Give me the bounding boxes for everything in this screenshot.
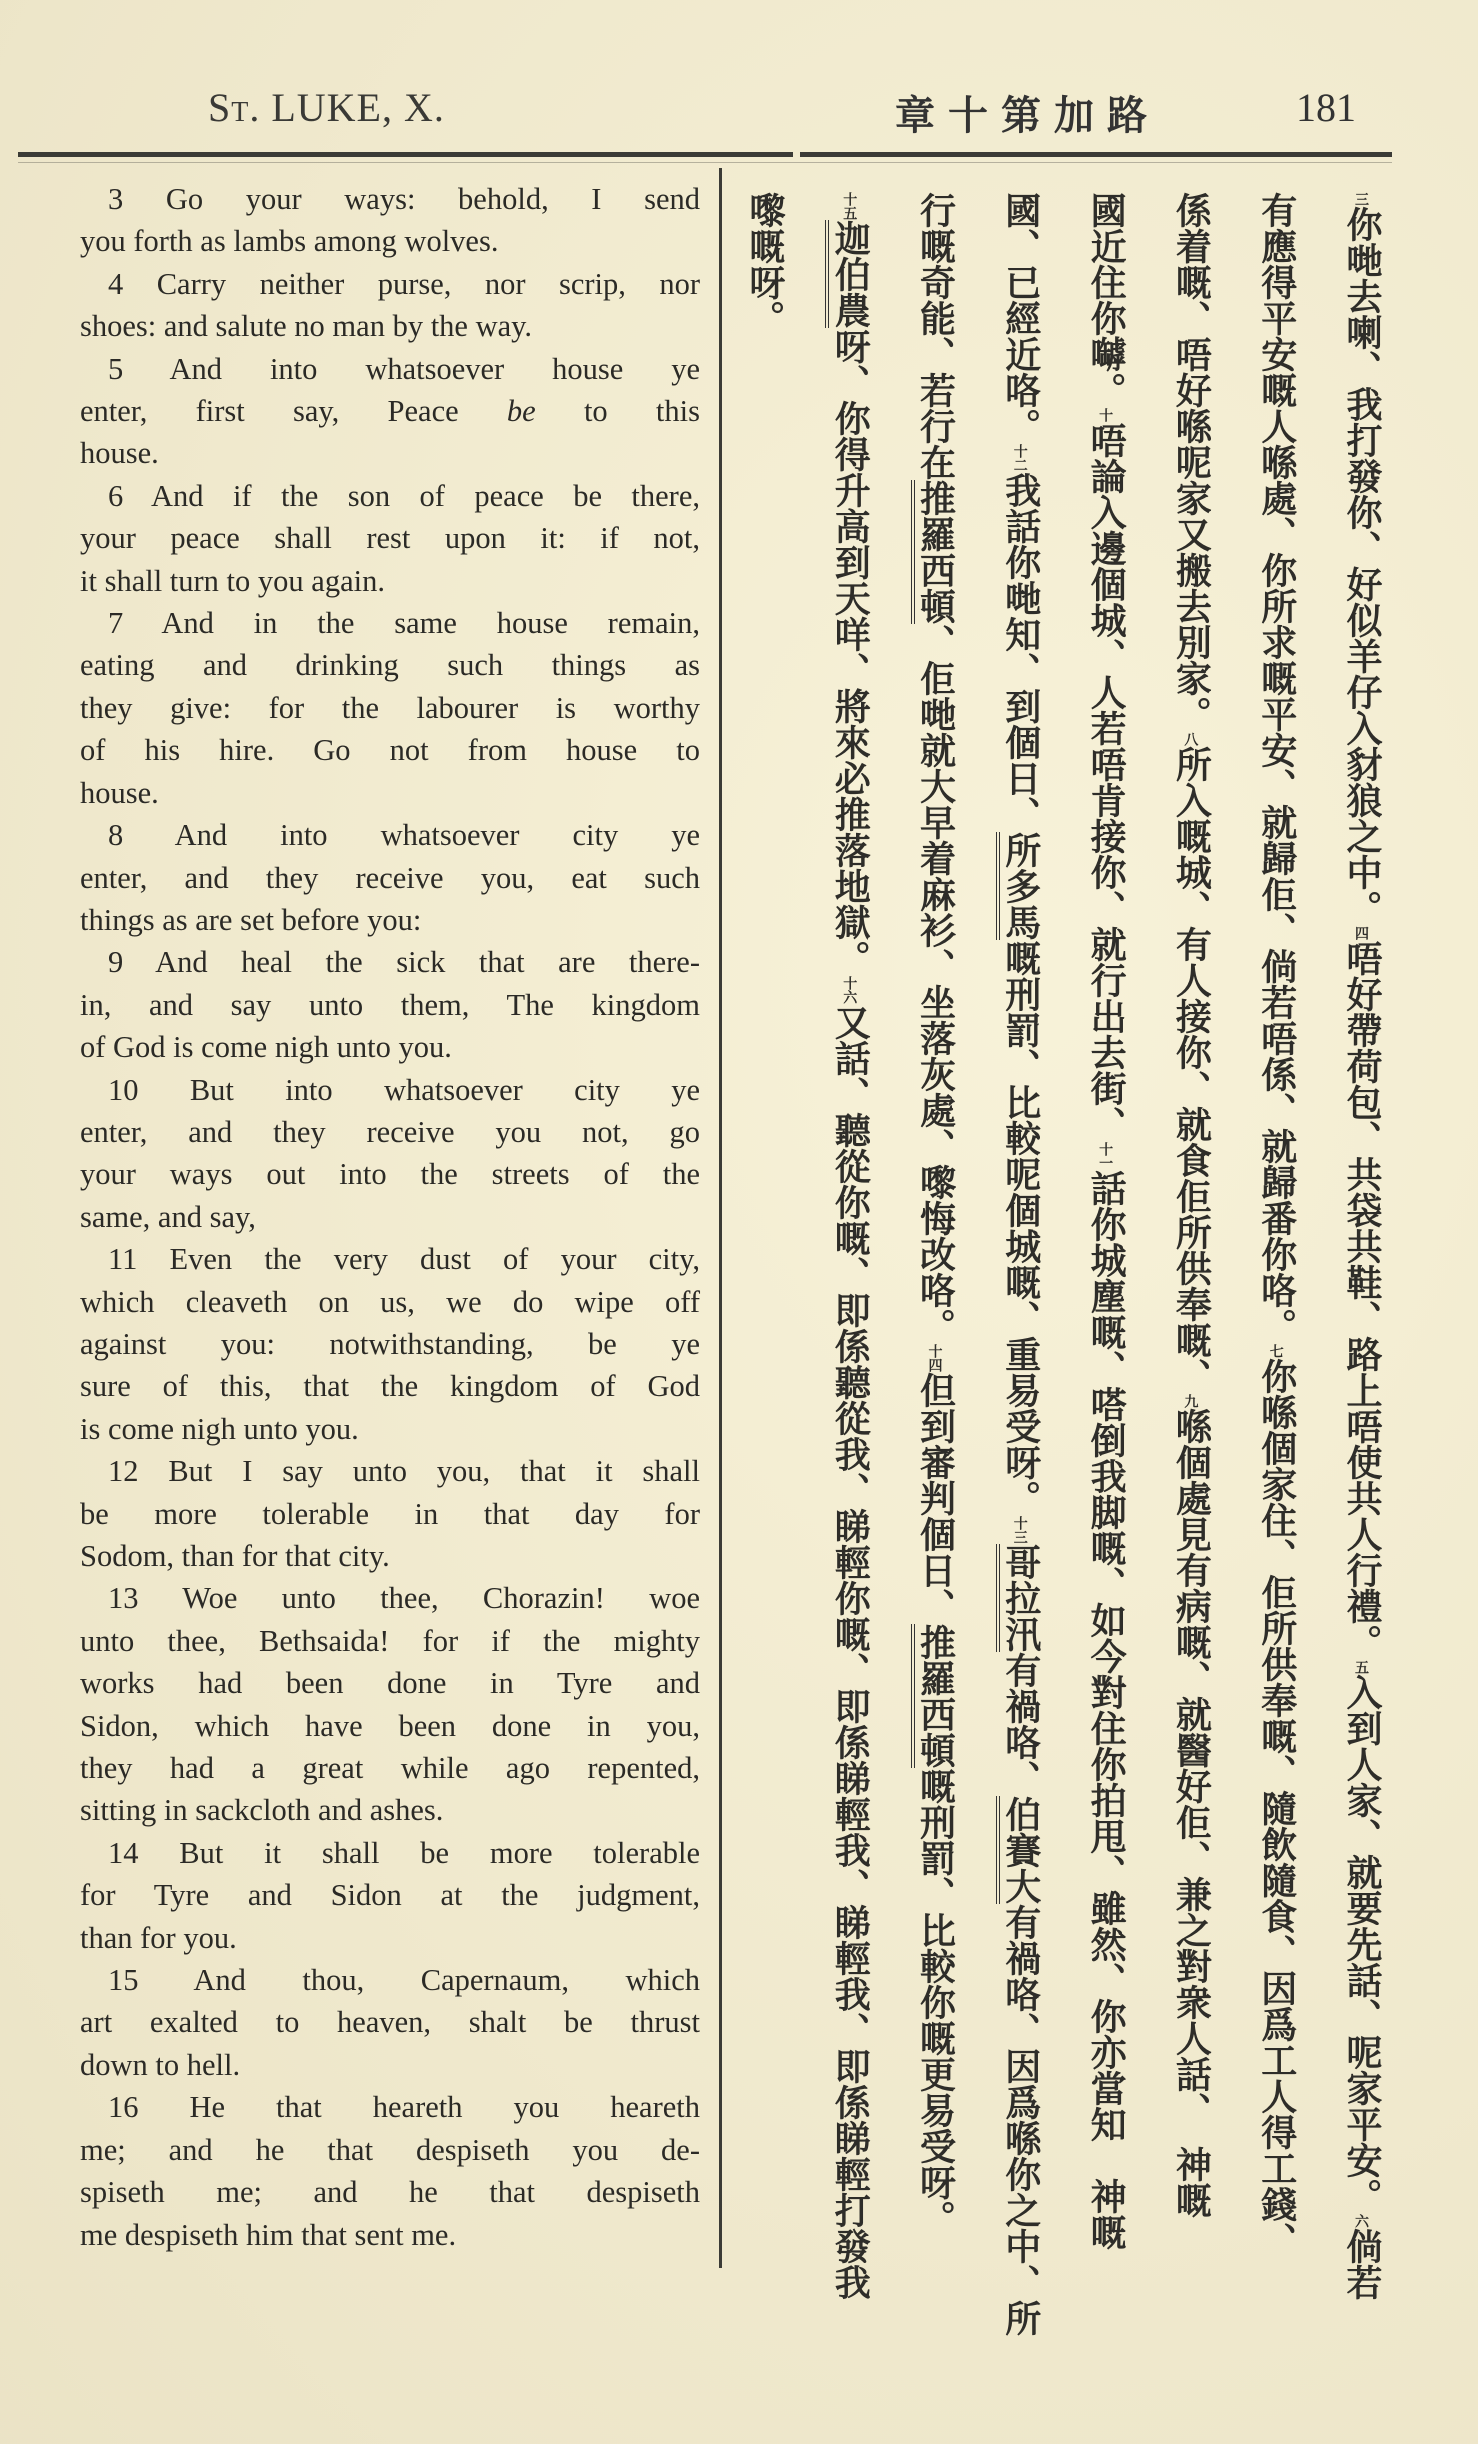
text-run: me; and he that despiseth you de- (80, 2132, 700, 2167)
verse-line (80, 729, 700, 771)
verse (80, 814, 700, 941)
verse-line (80, 1238, 700, 1280)
verse-line (80, 1535, 700, 1577)
verse-number: 十三 (1011, 1516, 1028, 1544)
text-run: 14 But it shall be more tolerable (108, 1835, 700, 1870)
text-run: 3 Go your ways: behold, I send (108, 182, 700, 216)
text-run: Sodom, than for that city. (80, 1539, 390, 1573)
verse-line (80, 1832, 700, 1874)
verse-line (80, 1323, 700, 1365)
verse-line (80, 687, 700, 729)
text-run: against you: notwithstanding, be ye (80, 1326, 700, 1361)
text-run: 11 Even the very dust of your city, (108, 1242, 700, 1277)
verse-line (80, 1662, 700, 1704)
verse-line (80, 1365, 700, 1407)
verse-line (80, 2129, 700, 2171)
text-run: 5 And into whatsoever house ye (108, 351, 700, 386)
text-run: Sidon, which have been done in you, (80, 1708, 700, 1743)
text-run: 國、已經近咯。 (999, 192, 1041, 444)
text-run: 行嘅奇能、若行在 (914, 192, 956, 480)
text-run: 你喺個家住、佢所供奉嘅、隨飲隨食、因爲工人得工錢、 (1255, 1358, 1297, 2258)
verse-line (80, 1577, 700, 1619)
text-run: 唔好帶荷包、共袋共鞋、路上唔使共人行禮。 (1341, 940, 1382, 1660)
verse-line (80, 1153, 700, 1195)
text-run: 唔論入邊個城、人若唔肯接你、就行出去街、 (1085, 422, 1127, 1142)
proper-name: 迦伯農 (825, 220, 870, 328)
text-run: enter, and they receive you, eat such (80, 860, 700, 895)
verse-line (80, 602, 700, 644)
verse-number: 六 (1353, 2214, 1369, 2228)
text-run: sitting in sackcloth and ashes. (80, 1793, 444, 1828)
text-run: 所入嘅城、有人接你、就食佢所供奉嘅、 (1170, 746, 1212, 1394)
verse-number: 九 (1182, 1394, 1199, 1408)
text-run: down to hell. (80, 2047, 241, 2082)
text-run: 倘若 (1341, 2228, 1382, 2300)
verse-line (80, 1789, 700, 1831)
verse-line (80, 432, 700, 474)
text-run: they had a great while ago repented, (80, 1751, 700, 1786)
text-run: works had been done in Tyre and (80, 1666, 700, 1701)
verse-number: 十五 (841, 192, 858, 220)
text-run: 16 He that heareth you heareth (108, 2090, 700, 2125)
text-run: 嘅刑罰、比較你嘅更易受呀。 (914, 1768, 956, 2236)
verse-line (80, 1111, 700, 1153)
text-run: 有應得平安嘅人喺處、你所求嘅平安、就歸佢、倘若唔係、就歸番你咯。 (1255, 192, 1297, 1344)
text-run: 有禍咯、因爲喺你之中、所 (999, 1904, 1041, 2336)
verse-number: 八 (1182, 732, 1199, 746)
verse (80, 1832, 700, 1959)
verse-line (80, 1493, 700, 1535)
text-run: house. (80, 775, 159, 810)
verse (80, 475, 700, 602)
verse-number: 十一 (1097, 1142, 1114, 1170)
text-run: 話你城塵嘅、嗒倒我脚嘅、如今對住你拍甩、雖然、你亦當知 神嘅 (1085, 1170, 1127, 2250)
proper-name: 推羅西頓 (911, 480, 956, 624)
verse-line (80, 1959, 700, 2001)
proper-name: 哥拉汛 (996, 1544, 1041, 1652)
verse-line (80, 348, 700, 390)
text-run: 10 But into whatsoever city ye (108, 1072, 700, 1107)
verse (80, 941, 700, 1068)
verse-line (80, 1874, 700, 1916)
verse-line (80, 984, 700, 1026)
text-run: of his hire. Go not from house to (80, 733, 700, 768)
text-run: 13 Woe unto thee, Chorazin! woe (108, 1581, 700, 1616)
verse-number: 三 (1353, 192, 1369, 206)
verse (80, 263, 700, 348)
verse-number: 十二 (1011, 444, 1028, 472)
text-run: 、佢哋就大早着麻衫、坐落灰處、嚟悔改咯。 (914, 624, 956, 1344)
text-run: be more tolerable in that day for (80, 1496, 700, 1531)
text-run: 嚟嘅呀。 (743, 192, 785, 336)
text-run: spiseth me; and he that despiseth (80, 2175, 700, 2210)
verse-line (80, 2001, 700, 2043)
verse-line (80, 1408, 700, 1450)
verse (80, 1450, 700, 1577)
verse-line (80, 1917, 700, 1959)
verse-number: 十四 (926, 1344, 943, 1372)
chinese-column (818, 192, 880, 2422)
text-run: same, and say, (80, 1199, 256, 1234)
text-run: eating and drinking such things as (80, 648, 700, 683)
text-run: enter, and they receive you not, go (80, 1114, 700, 1149)
text-run: your ways out into the streets of the (80, 1157, 700, 1192)
verse (80, 1069, 700, 1239)
text-run: 係着嘅、唔好喺呢家又搬去別家。 (1170, 192, 1212, 732)
verse-line (80, 2044, 700, 2086)
text-run: 12 But I say unto you, that it shall (108, 1454, 700, 1489)
verse-number: 五 (1353, 1660, 1369, 1674)
verse-line (80, 2171, 700, 2213)
verse-number: 七 (1267, 1344, 1284, 1358)
header-rule-thin (18, 162, 1392, 163)
text-run: unto thee, Bethsaida! for if the mighty (80, 1623, 700, 1658)
text-run: house. (80, 436, 159, 471)
text-run: me despiseth him that sent me. (80, 2217, 457, 2252)
text-run: 又話、聽從你嘅、即係聽從我、睇輕你嘅、即係睇輕我、睇輕我、即係睇輕打發我 (829, 1004, 871, 2300)
text-run: 呀、你得升高到天咩、將來必推落地獄。 (829, 328, 871, 976)
chinese-column (1074, 192, 1136, 2422)
text-run: 7 And in the same house remain, (108, 606, 700, 641)
text-run: enter, first say, Peace (80, 394, 507, 429)
verse-line (80, 263, 700, 305)
text-run: 6 And if the son of peace be there, (108, 478, 700, 513)
verse-line (80, 560, 700, 602)
running-header-english: St. LUKE, X. (208, 85, 445, 130)
verse-line (80, 390, 700, 432)
verse-line (80, 2214, 700, 2256)
italic-word: be (506, 394, 536, 429)
text-run: 你哋去喇、我打發你、好似羊仔入豺狼之中。 (1341, 206, 1382, 926)
chinese-column (1330, 192, 1392, 2422)
verse-line (80, 941, 700, 983)
text-run: 有禍咯、 (999, 1652, 1041, 1796)
text-run: 15 And thou, Capernaum, which (108, 1963, 700, 1998)
chinese-column (1245, 192, 1307, 2422)
text-run: it shall turn to you again. (80, 563, 385, 598)
verse (80, 348, 700, 475)
verse-line (80, 517, 700, 559)
text-run: is come nigh unto you. (80, 1411, 359, 1446)
proper-name: 所多馬 (996, 832, 1041, 940)
text-run: which cleaveth on us, we do wipe off (80, 1284, 700, 1319)
verse (80, 2086, 700, 2256)
verse-line (80, 1747, 700, 1789)
verse (80, 1238, 700, 1450)
verse-line (80, 1450, 700, 1492)
verse-number: 十 (1097, 408, 1114, 422)
verse-number: 四 (1353, 926, 1369, 940)
verse-line (80, 1705, 700, 1747)
text-run: sure of this, that the kingdom of God (80, 1369, 700, 1404)
text-run: 9 And heal the sick that are there- (108, 945, 700, 980)
verse-line (80, 1196, 700, 1238)
verse (80, 178, 700, 263)
verse-line (80, 814, 700, 856)
column-divider (719, 168, 722, 2268)
verse-line (80, 1281, 700, 1323)
chinese-column (904, 192, 966, 2422)
verse-line (80, 178, 700, 220)
text-run: to this (535, 394, 700, 429)
proper-name: 伯賽大 (996, 1796, 1041, 1904)
text-run: 但到審判個日、 (914, 1372, 956, 1624)
text-run: they give: for the labourer is worthy (80, 690, 700, 725)
text-run: in, and say unto them, The kingdom (80, 987, 700, 1022)
text-run: than for you. (80, 1920, 237, 1955)
verse-line (80, 1026, 700, 1068)
text-run: 4 Carry neither purse, nor scrip, nor (108, 266, 700, 301)
proper-name: 推羅西頓 (911, 1624, 956, 1768)
verse-line (80, 772, 700, 814)
text-run: things as are set before you: (80, 902, 422, 937)
verse-line (80, 305, 700, 347)
text-run: for Tyre and Sidon at the judgment, (80, 1878, 700, 1913)
running-header-chinese: 章十第加路 (895, 93, 1160, 139)
verse-line (80, 475, 700, 517)
verse-line (80, 644, 700, 686)
chinese-column (989, 192, 1051, 2422)
english-text-column (80, 178, 700, 2256)
text-run: you forth as lambs among wolves. (80, 224, 499, 259)
header-rule-left (18, 152, 793, 157)
verse (80, 602, 700, 814)
verse-line (80, 899, 700, 941)
header-rule-right (800, 152, 1392, 157)
verse-line (80, 1069, 700, 1111)
verse-line (80, 220, 700, 262)
text-run: 8 And into whatsoever city ye (108, 818, 700, 853)
text-run: 我話你哋知、到個日、 (999, 472, 1041, 832)
text-run: shoes: and salute no man by the way. (80, 309, 533, 344)
text-run: 入到人家、就要先話、呢家平安。 (1341, 1674, 1382, 2214)
text-run: of God is come nigh unto you. (80, 1030, 452, 1065)
text-run: your peace shall rest upon it: if not, (80, 521, 700, 556)
page-number: 181 (1296, 85, 1356, 130)
text-run: 喺個處見有病嘅、就醫好佢、兼之對衆人話、 神嘅 (1170, 1408, 1212, 2218)
text-run: art exalted to heaven, shalt be thrust (80, 2005, 700, 2040)
verse (80, 1577, 700, 1831)
chinese-column (1159, 192, 1221, 2422)
verse-line (80, 2086, 700, 2128)
verse (80, 1959, 700, 2086)
verse-line (80, 1620, 700, 1662)
verse-number: 十六 (841, 976, 858, 1004)
chinese-column (733, 192, 795, 2422)
text-run: 嘅刑罰、比較呢個城嘅、重易受呀。 (999, 940, 1041, 1516)
text-run: 國近住你嚹。 (1085, 192, 1127, 408)
verse-line (80, 857, 700, 899)
